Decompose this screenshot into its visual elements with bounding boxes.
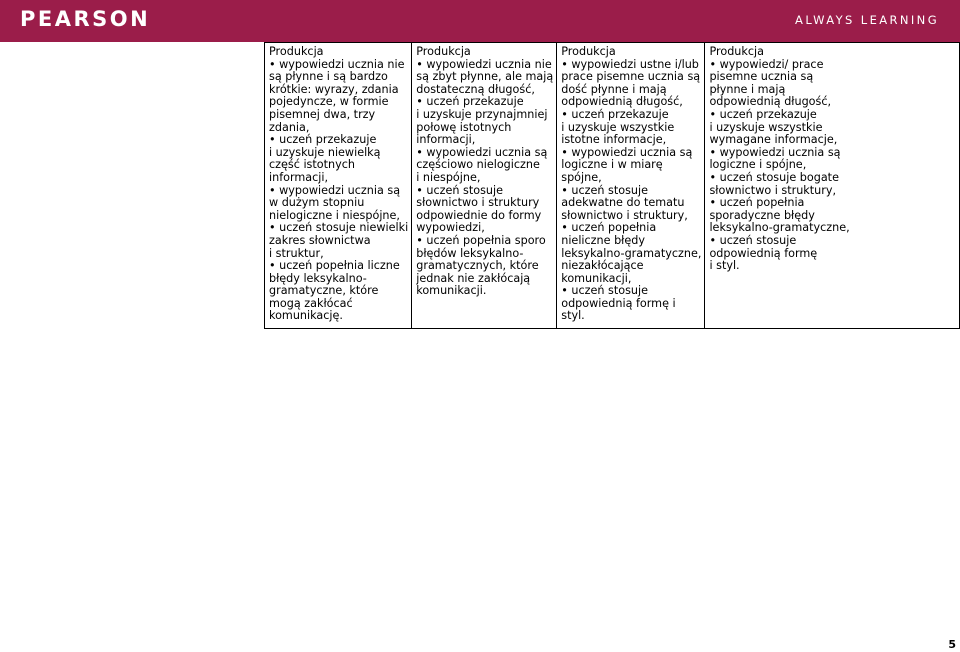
cell-text-line: zakres słownictwa (269, 233, 371, 247)
cell-text-line: komunikacji. (416, 284, 487, 298)
cell-text-line: • uczeń popełnia (561, 221, 657, 235)
cell-text-line: • uczeń stosuje bogate (709, 170, 839, 184)
cell-text-line: zdania, (269, 120, 310, 134)
header-tagline: ALWAYS LEARNING (795, 13, 939, 27)
header-banner (0, 0, 960, 42)
cell-text-line: i struktur, (269, 246, 324, 260)
cell-text-line: gramatycznych, które (416, 259, 539, 273)
column-heading: Produkcja (709, 45, 764, 58)
cell-text-line: komunikację. (269, 309, 343, 323)
column-heading: Produkcja (416, 45, 471, 58)
cell-text-line: mogą zakłócać (269, 296, 353, 310)
cell-text-line: • uczeń stosuje (416, 183, 504, 197)
cell-text-line: • uczeń stosuje (709, 233, 797, 247)
cell-text-line: i uzyskuje wszystkie (709, 120, 823, 134)
cell-text-line: płynne i mają (709, 82, 786, 96)
cell-text-line: logiczne i spójne, (709, 158, 807, 172)
cell-text-line: adekwatne do tematu (561, 196, 685, 210)
cell-text-line: w dużym stopniu (269, 196, 365, 210)
cell-text-line: i uzyskuje wszystkie (561, 120, 675, 134)
table-cell-col-1 (265, 43, 412, 329)
cell-text-line: błędy leksykalno- (269, 271, 367, 285)
cell-text-line: odpowiednie do formy (416, 208, 542, 222)
cell-text-line: pisemne ucznia są (709, 70, 814, 84)
assessment-table (264, 42, 960, 329)
cell-text-line: sporadyczne błędy (709, 208, 815, 222)
cell-text-line: błędów leksykalno- (416, 246, 524, 260)
cell-text-line: są płynne i są bardzo (269, 70, 388, 84)
cell-text-line: i styl. (709, 259, 740, 273)
cell-text-line: logiczne i w miarę (561, 158, 663, 172)
table-cell-col-4 (705, 43, 960, 329)
cell-text-line: • wypowiedzi ustne i/lub (561, 57, 699, 71)
cell-text-line: krótkie: wyrazy, zdania (269, 82, 399, 96)
cell-text-line: • uczeń popełnia sporo (416, 233, 546, 247)
cell-text-line: nieliczne błędy (561, 233, 645, 247)
cell-text-line: informacji, (416, 133, 476, 147)
cell-text-line: leksykalno-gramatyczne, (709, 221, 850, 235)
cell-text-line: dostateczną długość, (416, 82, 535, 96)
table-cell-col-3 (557, 43, 705, 329)
pearson-logo: PEARSON (20, 7, 151, 31)
cell-text-line: częściowo nielogiczne (416, 158, 540, 172)
cell-text-line: • wypowiedzi/ prace (709, 57, 824, 71)
cell-text-line: • wypowiedzi ucznia są (269, 183, 401, 197)
cell-text-line: dość płynne i mają (561, 82, 667, 96)
cell-text-line: prace pisemne ucznia są (561, 70, 701, 84)
table-cell-col-2 (412, 43, 557, 329)
cell-text-line: • uczeń stosuje niewielki (269, 221, 409, 235)
cell-text-line: • uczeń przekazuje (269, 133, 377, 147)
cell-text-line: spójne, (561, 170, 602, 184)
cell-text-line: odpowiednią formę (709, 246, 818, 260)
cell-text-line: słownictwo i struktury, (709, 183, 837, 197)
cell-text-line: • uczeń popełnia (709, 196, 805, 210)
cell-text-line: • uczeń stosuje (561, 183, 649, 197)
cell-text-line: część istotnych (269, 158, 355, 172)
cell-text-line: jednak nie zakłócają (416, 271, 531, 285)
cell-text-line: wypowiedzi, (416, 221, 485, 235)
cell-text-line: nielogiczne i niespójne, (269, 208, 400, 222)
cell-text-line: styl. (561, 309, 585, 323)
cell-text-line: są zbyt płynne, ale mają (416, 70, 554, 84)
cell-text-line: i uzyskuje niewielką (269, 145, 381, 159)
cell-text-line: wymagane informacje, (709, 133, 838, 147)
cell-text-line: • uczeń przekazuje (709, 107, 817, 121)
cell-text-line: • wypowiedzi ucznia są (561, 145, 693, 159)
cell-text-line: pojedyncze, w formie (269, 95, 389, 109)
cell-text-line: odpowiednią długość, (709, 95, 832, 109)
cell-text-line: leksykalno-gramatyczne, (561, 246, 702, 260)
cell-text-line: • wypowiedzi ucznia nie (416, 57, 552, 71)
cell-text-line: i uzyskuje przynajmniej (416, 107, 548, 121)
cell-text-line: odpowiednią długość, (561, 95, 683, 109)
table-row (265, 43, 960, 329)
cell-text-line: • uczeń przekazuje (416, 95, 524, 109)
cell-text-line: odpowiednią formę i (561, 296, 676, 310)
cell-text-line: • wypowiedzi ucznia są (416, 145, 548, 159)
cell-text-line: informacji, (269, 170, 329, 184)
cell-text-line: i niespójne, (416, 170, 481, 184)
cell-text-line: • uczeń przekazuje (561, 107, 669, 121)
cell-text-line: komunikacji, (561, 271, 632, 285)
cell-text-line: • wypowiedzi ucznia nie (269, 57, 405, 71)
column-heading: Produkcja (269, 45, 324, 58)
cell-text-line: • uczeń popełnia liczne (269, 259, 400, 273)
cell-text-line: pisemnej dwa, trzy (269, 107, 376, 121)
cell-text-line: • wypowiedzi ucznia są (709, 145, 841, 159)
cell-text-line: połowę istotnych (416, 120, 512, 134)
cell-text-line: słownictwo i struktury, (561, 208, 688, 222)
cell-text-line: słownictwo i struktury (416, 196, 540, 210)
cell-text-line: istotne informacje, (561, 133, 667, 147)
cell-text-line: • uczeń stosuje (561, 284, 649, 298)
page-number: 5 (948, 638, 956, 651)
cell-text-line: gramatyczne, które (269, 284, 379, 298)
column-heading: Produkcja (561, 45, 616, 58)
cell-text-line: niezakłócające (561, 259, 644, 273)
